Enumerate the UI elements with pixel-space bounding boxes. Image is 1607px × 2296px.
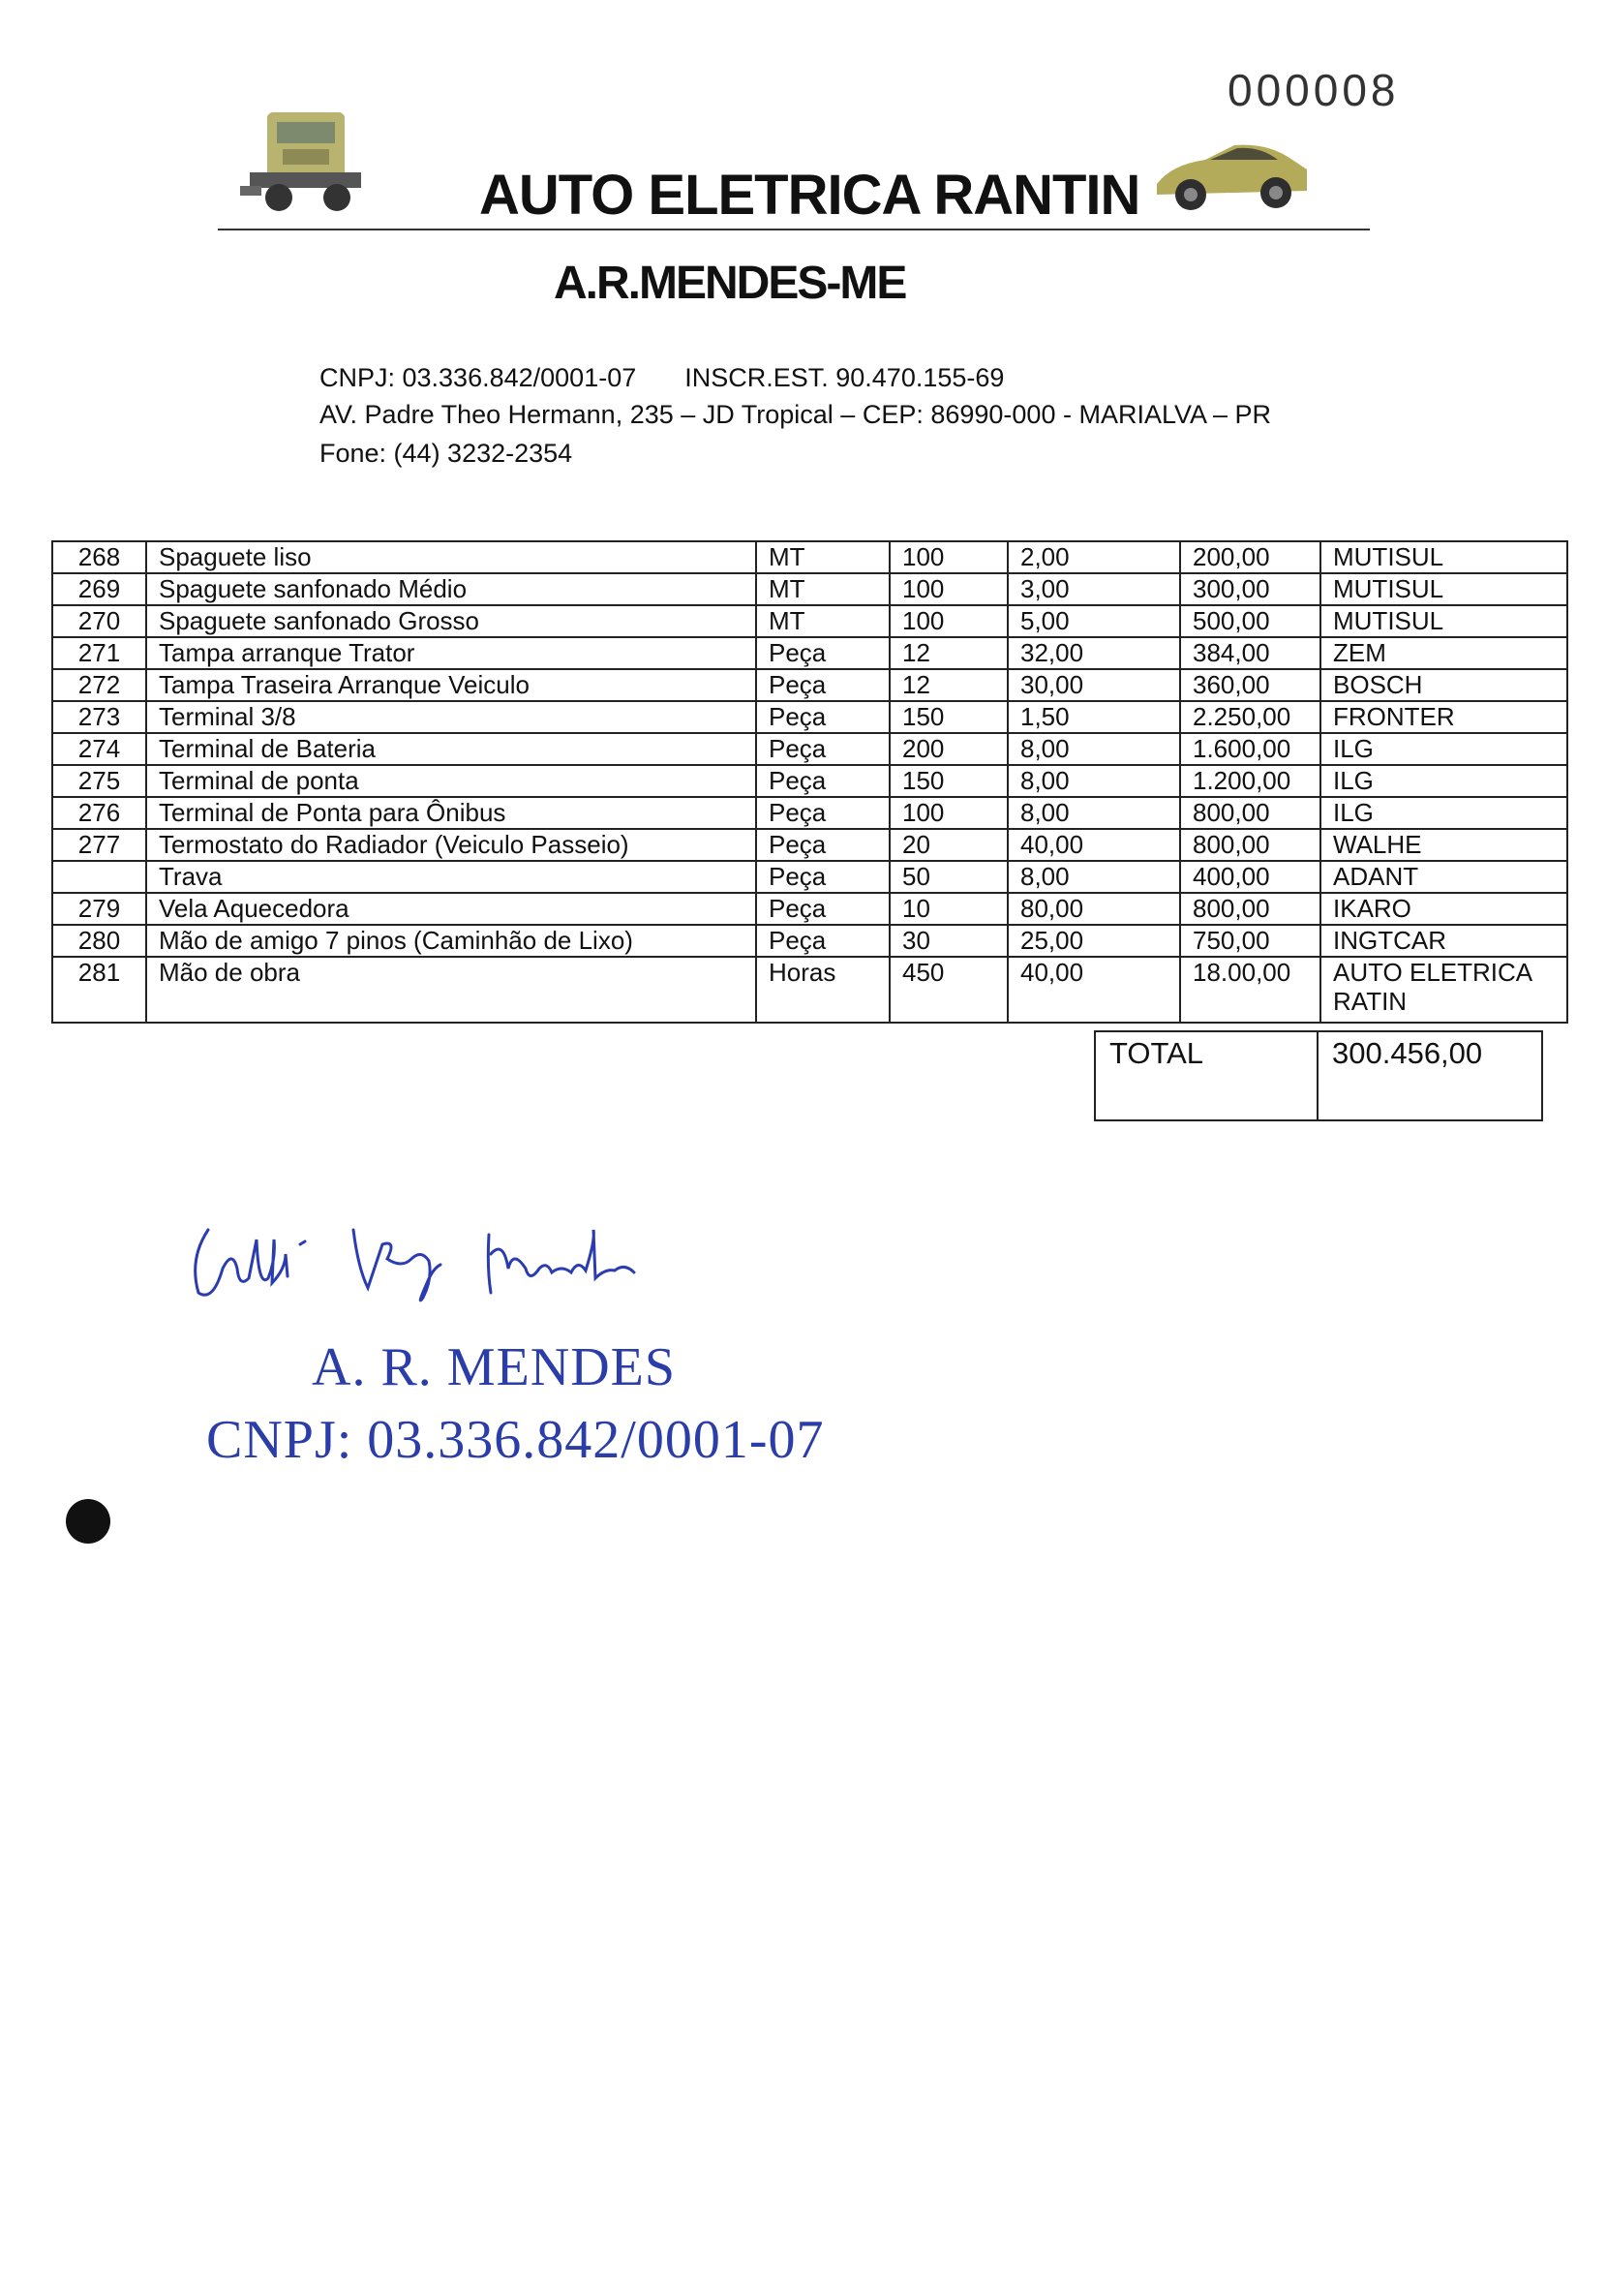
cell-price: 40,00 xyxy=(1008,957,1180,1023)
total-label: TOTAL xyxy=(1096,1032,1319,1119)
cell-code: 272 xyxy=(52,669,146,701)
cell-brand: ILG xyxy=(1320,797,1567,829)
cell-qty: 50 xyxy=(890,861,1008,893)
cell-brand: MUTISUL xyxy=(1320,573,1567,605)
cell-total: 1.200,00 xyxy=(1180,765,1320,797)
total-value: 300.456,00 xyxy=(1332,1036,1483,1070)
cell-unit: Peça xyxy=(756,829,890,861)
cell-qty: 12 xyxy=(890,669,1008,701)
cell-unit: Peça xyxy=(756,797,890,829)
cell-desc: Tampa arranque Trator xyxy=(146,637,756,669)
cell-unit: MT xyxy=(756,541,890,573)
cell-unit: Peça xyxy=(756,701,890,733)
table-row xyxy=(52,861,1567,893)
cell-desc: Terminal de ponta xyxy=(146,765,756,797)
header-divider xyxy=(218,229,1370,230)
cell-total: 18.00,00 xyxy=(1180,957,1320,1023)
table-row xyxy=(52,733,1567,765)
cell-unit: MT xyxy=(756,605,890,637)
registration-line xyxy=(319,363,1004,393)
company-name: AUTO ELETRICA RANTIN xyxy=(479,164,1140,227)
cell-unit: Peça xyxy=(756,637,890,669)
cell-desc: Terminal de Bateria xyxy=(146,733,756,765)
cell-total: 400,00 xyxy=(1180,861,1320,893)
cell-unit: Peça xyxy=(756,669,890,701)
cell-brand: AUTO ELETRICA RATIN xyxy=(1320,957,1567,1023)
cell-unit: Peça xyxy=(756,765,890,797)
cell-price: 3,00 xyxy=(1008,573,1180,605)
cell-desc: Mão de amigo 7 pinos (Caminhão de Lixo) xyxy=(146,925,756,957)
cell-unit: MT xyxy=(756,573,890,605)
cell-desc: Tampa Traseira Arranque Veiculo xyxy=(146,669,756,701)
cell-qty: 30 xyxy=(890,925,1008,957)
cell-price: 8,00 xyxy=(1008,797,1180,829)
cell-brand: ILG xyxy=(1320,765,1567,797)
cell-unit: Peça xyxy=(756,861,890,893)
cell-qty: 12 xyxy=(890,637,1008,669)
cell-code xyxy=(52,861,146,893)
cell-desc: Trava xyxy=(146,861,756,893)
cell-total: 384,00 xyxy=(1180,637,1320,669)
cell-qty: 100 xyxy=(890,573,1008,605)
inscr-text: INSCR.EST. 90.470.155-69 xyxy=(684,363,1005,392)
cell-desc: Terminal 3/8 xyxy=(146,701,756,733)
cell-price: 8,00 xyxy=(1008,765,1180,797)
cell-price: 8,00 xyxy=(1008,861,1180,893)
cell-code: 279 xyxy=(52,893,146,925)
cell-unit: Peça xyxy=(756,925,890,957)
cell-total: 360,00 xyxy=(1180,669,1320,701)
total-box xyxy=(1094,1030,1543,1121)
table-row xyxy=(52,765,1567,797)
cell-brand: ADANT xyxy=(1320,861,1567,893)
cell-total: 800,00 xyxy=(1180,829,1320,861)
cell-unit: Horas xyxy=(756,957,890,1023)
cell-price: 1,50 xyxy=(1008,701,1180,733)
cell-qty: 450 xyxy=(890,957,1008,1023)
cnpj-text: CNPJ: 03.336.842/0001-07 xyxy=(319,363,637,392)
cell-desc: Termostato do Radiador (Veiculo Passeio) xyxy=(146,829,756,861)
cell-code: 270 xyxy=(52,605,146,637)
car-logo-icon xyxy=(1152,131,1312,218)
cell-unit: Peça xyxy=(756,893,890,925)
address-text: AV. Padre Theo Hermann, 235 – JD Tropical – CEP: 86990-000 - MARIALVA – PR xyxy=(319,400,1272,429)
table-row xyxy=(52,701,1567,733)
table-row xyxy=(52,637,1567,669)
cell-price: 32,00 xyxy=(1008,637,1180,669)
cell-total: 1.600,00 xyxy=(1180,733,1320,765)
cell-desc: Spaguete sanfonado Grosso xyxy=(146,605,756,637)
phone-text: Fone: (44) 3232-2354 xyxy=(319,439,573,468)
cell-total: 2.250,00 xyxy=(1180,701,1320,733)
cell-code: 274 xyxy=(52,733,146,765)
cell-qty: 200 xyxy=(890,733,1008,765)
cell-qty: 100 xyxy=(890,605,1008,637)
cell-brand: IKARO xyxy=(1320,893,1567,925)
cell-qty: 100 xyxy=(890,541,1008,573)
cell-price: 8,00 xyxy=(1008,733,1180,765)
cell-price: 80,00 xyxy=(1008,893,1180,925)
stamp-name: A. R. MENDES xyxy=(312,1337,677,1397)
cell-qty: 20 xyxy=(890,829,1008,861)
cell-price: 30,00 xyxy=(1008,669,1180,701)
company-subtitle: A.R.MENDES-ME xyxy=(554,258,906,309)
cell-total: 750,00 xyxy=(1180,925,1320,957)
table-row xyxy=(52,797,1567,829)
page-number: 000008 xyxy=(1228,65,1400,115)
cell-price: 5,00 xyxy=(1008,605,1180,637)
cell-code: 275 xyxy=(52,765,146,797)
table-row xyxy=(52,669,1567,701)
cell-unit: Peça xyxy=(756,733,890,765)
cell-desc: Vela Aquecedora xyxy=(146,893,756,925)
cell-total: 300,00 xyxy=(1180,573,1320,605)
truck-logo-icon xyxy=(240,105,376,216)
cell-brand: MUTISUL xyxy=(1320,605,1567,637)
cell-price: 40,00 xyxy=(1008,829,1180,861)
cell-code: 268 xyxy=(52,541,146,573)
cell-brand: ZEM xyxy=(1320,637,1567,669)
cell-code: 273 xyxy=(52,701,146,733)
cell-code: 269 xyxy=(52,573,146,605)
cell-qty: 10 xyxy=(890,893,1008,925)
cell-brand: FRONTER xyxy=(1320,701,1567,733)
cell-desc: Mão de obra xyxy=(146,957,756,1023)
cell-code: 280 xyxy=(52,925,146,957)
table-row xyxy=(52,541,1567,573)
table-row xyxy=(52,957,1567,1023)
cell-code: 276 xyxy=(52,797,146,829)
cell-price: 2,00 xyxy=(1008,541,1180,573)
cell-code: 281 xyxy=(52,957,146,1023)
cell-qty: 100 xyxy=(890,797,1008,829)
items-table xyxy=(51,540,1568,1024)
table-row xyxy=(52,893,1567,925)
cell-price: 25,00 xyxy=(1008,925,1180,957)
cell-code: 271 xyxy=(52,637,146,669)
cell-desc: Spaguete liso xyxy=(146,541,756,573)
cell-desc: Terminal de Ponta para Ônibus xyxy=(146,797,756,829)
cell-desc: Spaguete sanfonado Médio xyxy=(146,573,756,605)
cell-code: 277 xyxy=(52,829,146,861)
cell-total: 800,00 xyxy=(1180,797,1320,829)
cell-total: 200,00 xyxy=(1180,541,1320,573)
table-row xyxy=(52,605,1567,637)
stamp-cnpj: CNPJ: 03.336.842/0001-07 xyxy=(206,1410,825,1470)
table-row xyxy=(52,829,1567,861)
cell-brand: MUTISUL xyxy=(1320,541,1567,573)
handwritten-signature xyxy=(179,1201,760,1307)
cell-brand: BOSCH xyxy=(1320,669,1567,701)
table-row xyxy=(52,925,1567,957)
cell-qty: 150 xyxy=(890,765,1008,797)
cell-total: 500,00 xyxy=(1180,605,1320,637)
cell-total: 800,00 xyxy=(1180,893,1320,925)
cell-brand: ILG xyxy=(1320,733,1567,765)
cell-brand: INGTCAR xyxy=(1320,925,1567,957)
cell-qty: 150 xyxy=(890,701,1008,733)
punch-hole-mark xyxy=(66,1499,110,1544)
table-row xyxy=(52,573,1567,605)
cell-brand: WALHE xyxy=(1320,829,1567,861)
